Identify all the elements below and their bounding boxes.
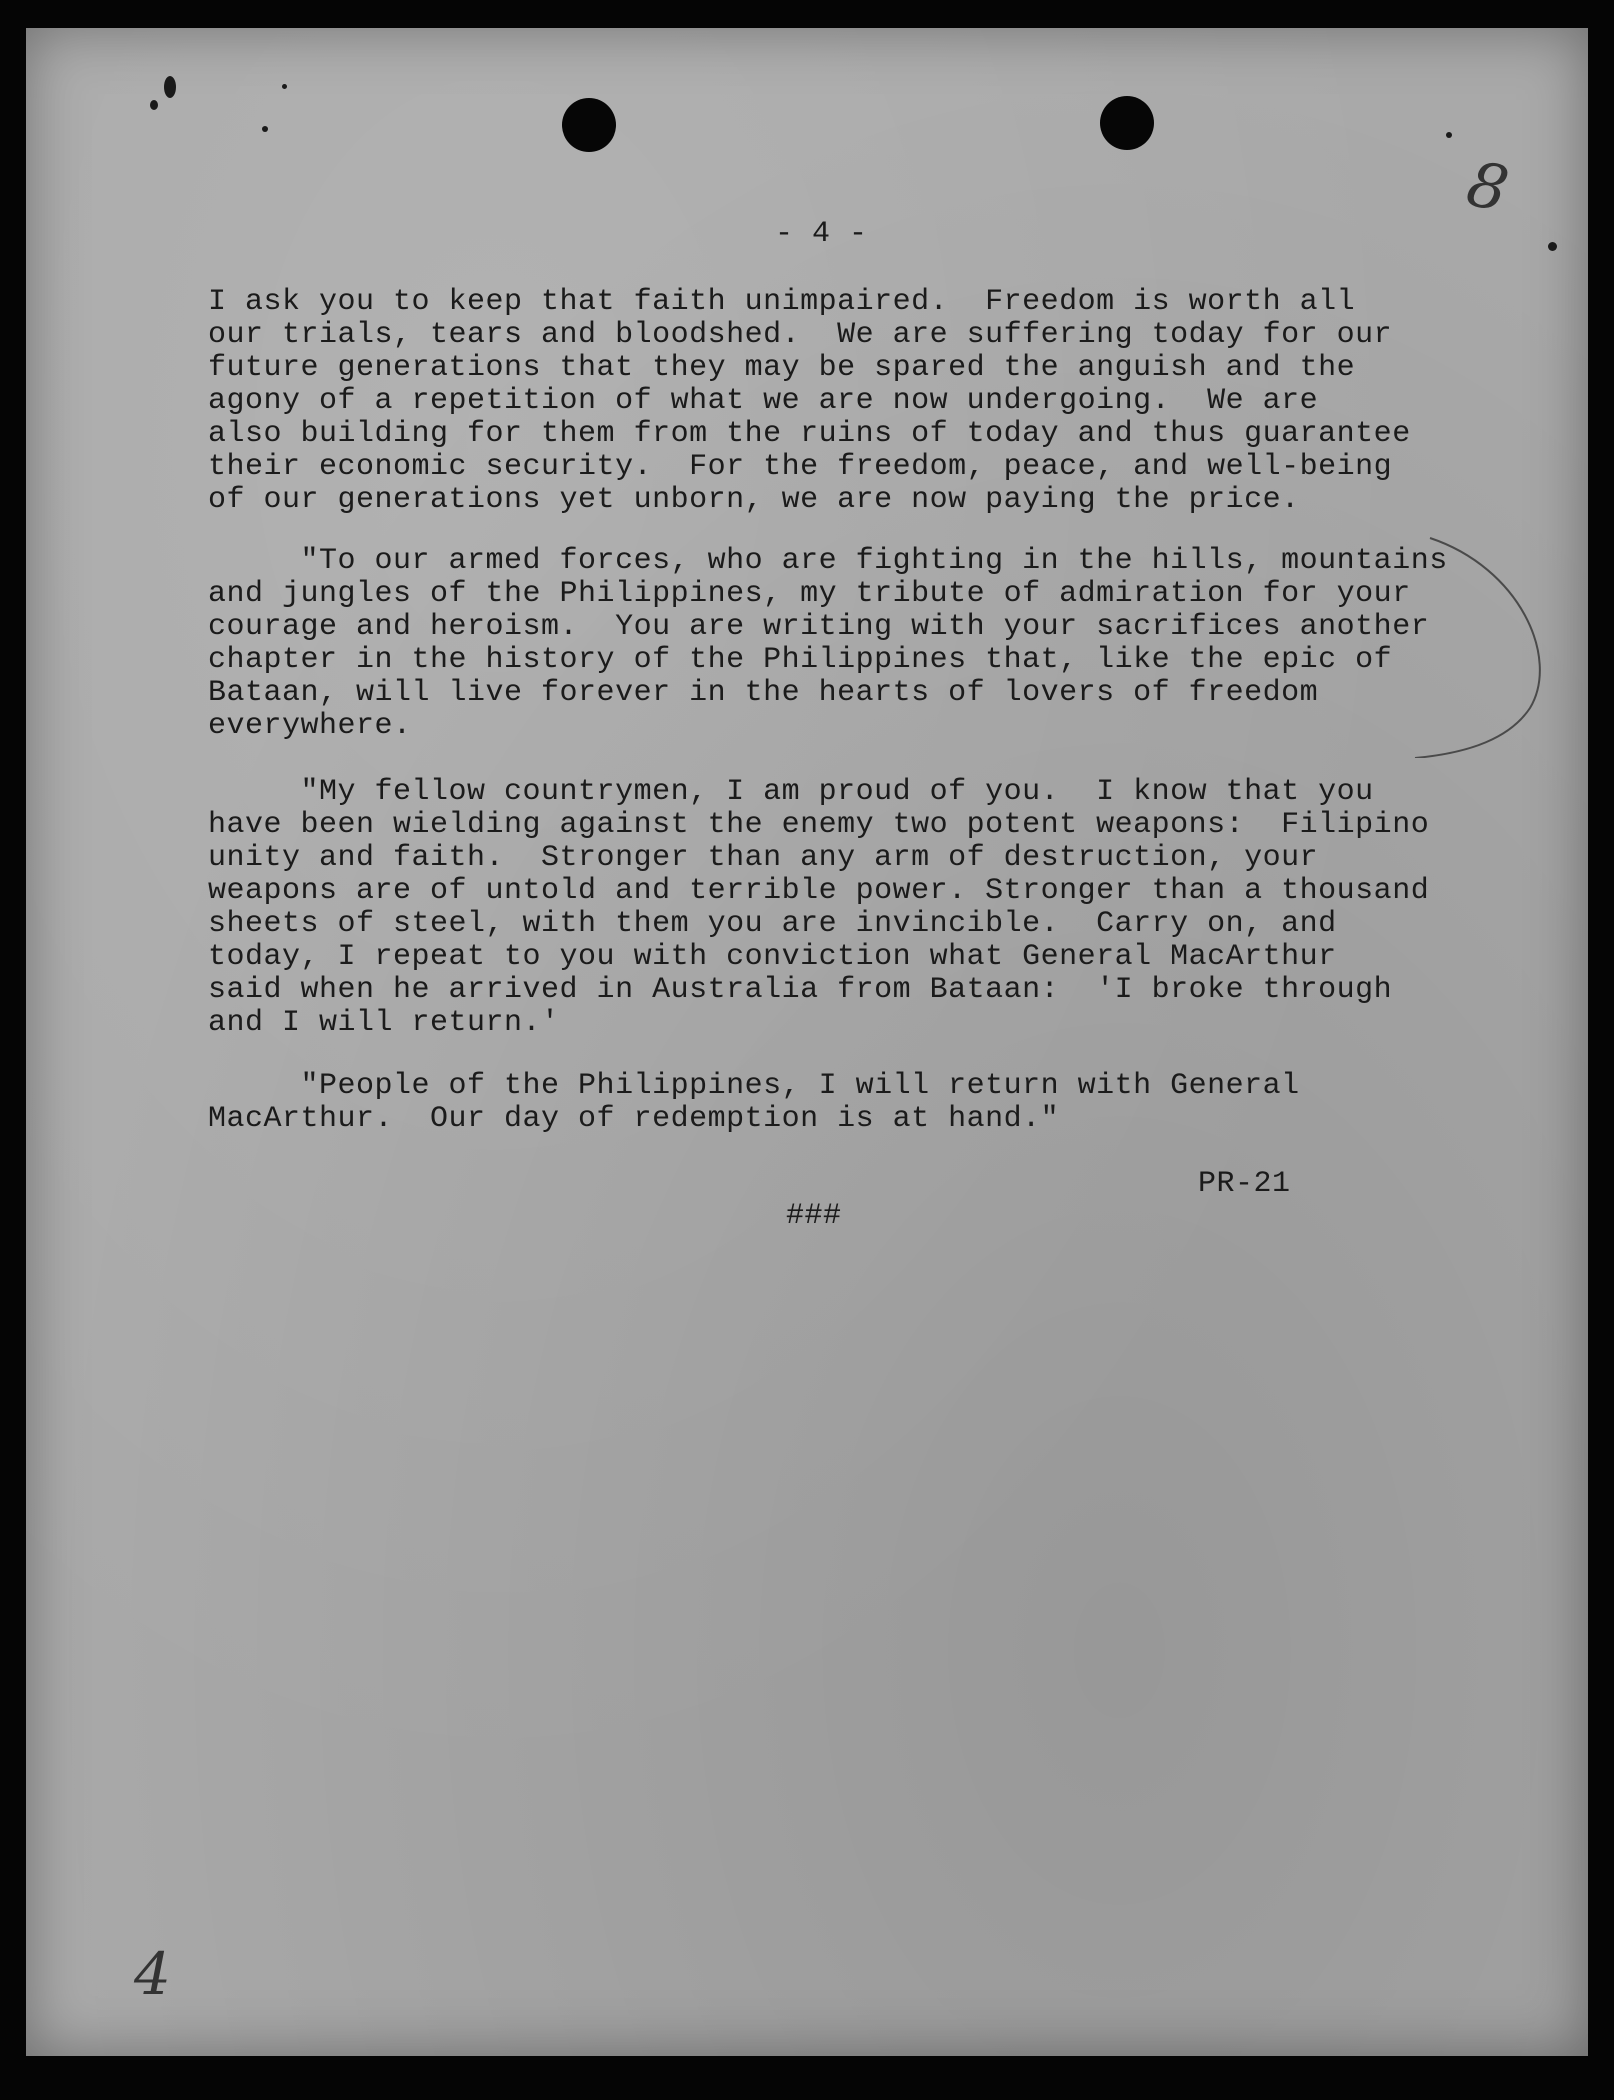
punch-hole-right <box>1100 96 1154 150</box>
ink-speck <box>1446 132 1452 138</box>
ink-speck <box>282 84 287 89</box>
page-number: - 4 - <box>775 217 868 251</box>
paragraph-4: "People of the Philippines, I will return with General MacArthur. Our day of redemption is at hand." <box>208 1069 1300 1136</box>
ink-speck <box>150 100 158 110</box>
punch-hole-left <box>562 98 616 152</box>
paragraph-1: I ask you to keep that faith unimpaired. Freedom is worth all our trials, tears and bloodshed. We are suffering today for our future generations that they may be spared the anguish and the agony of a repetition of what we are now undergoing. We are also building for them from the ruins of today and thus guarantee their economic security. For the freedom, peace, and well-being of our generations yet unborn, we are now paying the price. <box>208 285 1411 517</box>
handwritten-corner-mark: 4 <box>134 1940 171 2008</box>
handwritten-bracket <box>1410 528 1550 758</box>
release-code: PR-21 <box>1198 1167 1291 1201</box>
paragraph-3: "My fellow countrymen, I am proud of you. I know that you have been wielding against the enemy two potent weapons: Filipino unity and faith. Stronger than any arm of destruction, your weapons are of untold and terrible power. Stronger than a thousand sheets of steel, with them you are invincible. Carry on, and today, I repeat to you with conviction what General MacArthur said when he arrived in Australia from Bataan: 'I broke through and I will return.' <box>208 775 1430 1040</box>
ink-speck <box>262 126 268 132</box>
paragraph-2: "To our armed forces, who are fighting in the hills, mountains and jungles of the Philippines, my tribute of admiration for your courage and heroism. You are writing with your sacrifices another chapter in the history of the Philippines that, like the epic of Bataan, will live forever in the hearts of lovers of freedom everywhere. <box>208 544 1448 743</box>
ink-speck <box>1548 242 1557 251</box>
end-mark: ### <box>786 1199 842 1233</box>
handwritten-page-mark: 8 <box>1460 146 1515 227</box>
ink-speck <box>164 76 176 98</box>
